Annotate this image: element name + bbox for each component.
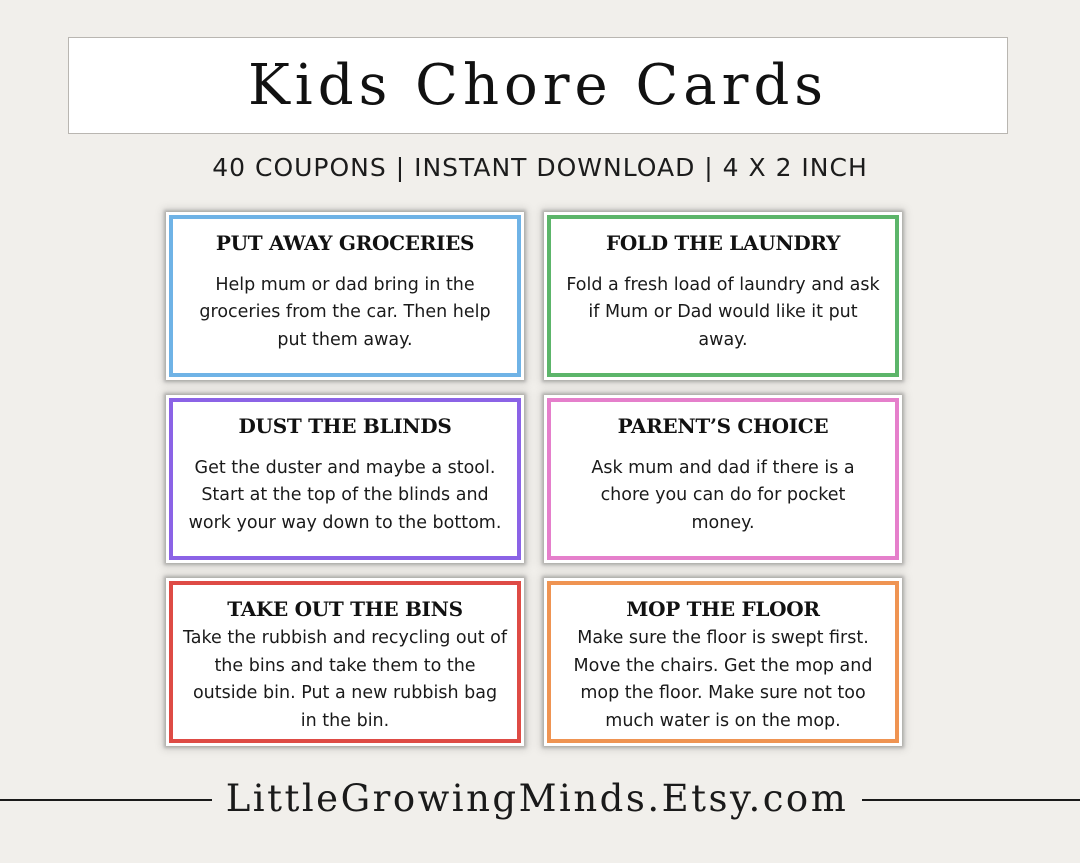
card-title: FOLD THE LAUNDRY <box>605 231 841 255</box>
chore-card-take-out-the-bins <box>169 581 521 743</box>
card-description-text: Fold a fresh load of laundry and ask if Mum or Dad would like it put away. <box>566 274 880 350</box>
card-description-text: Help mum or dad bring in the groceries from the car. Then help put them away. <box>199 274 491 350</box>
product-subtitle: 40 COUPONS | INSTANT DOWNLOAD | 4 X 2 INCH <box>212 153 868 182</box>
card-description-text: Make sure the floor is swept first. Move the chairs. Get the mop and mop the floor. Make sure not too much water is on the mop. <box>573 628 873 731</box>
card-description <box>566 259 881 367</box>
card-title: PARENT’S CHOICE <box>617 414 829 438</box>
card-description <box>183 625 507 735</box>
chore-card-mop-the-floor <box>547 581 899 743</box>
footer-divider-right <box>862 799 1080 801</box>
chore-card-fold-the-laundry <box>547 215 899 377</box>
card-title: DUST THE BLINDS <box>238 414 452 438</box>
title-banner <box>68 37 1008 134</box>
chore-card-put-away-groceries <box>169 215 521 377</box>
page-title: Kids Chore Cards <box>247 52 829 118</box>
card-description-text: Get the duster and maybe a stool. Start at the top of the blinds and work your way down to the bottom. <box>188 457 502 533</box>
chore-card-parents-choice <box>547 398 899 560</box>
card-description-text: Take the rubbish and recycling out of the bins and take them to the outside bin. Put a new rubbish bag in the bin. <box>183 628 508 731</box>
card-description <box>185 442 505 550</box>
card-title: PUT AWAY GROCERIES <box>215 231 475 255</box>
chore-card-dust-the-blinds <box>169 398 521 560</box>
card-description <box>195 259 495 367</box>
shop-url: LittleGrowingMinds.Etsy.com <box>225 777 849 820</box>
card-description-text: Ask mum and dad if there is a chore you can do for pocket money. <box>591 457 855 533</box>
footer-divider-left <box>0 799 212 801</box>
card-description <box>573 442 873 550</box>
card-title: MOP THE FLOOR <box>626 597 820 621</box>
card-title: TAKE OUT THE BINS <box>227 597 463 621</box>
card-description <box>561 625 885 735</box>
